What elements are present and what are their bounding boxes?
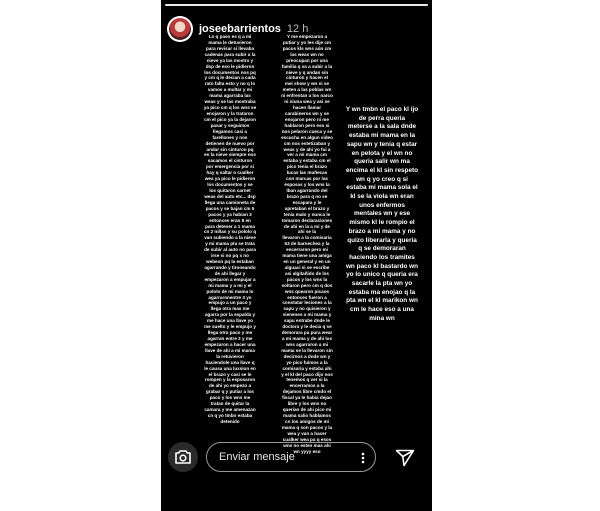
message-box[interactable] <box>206 442 376 472</box>
send-icon[interactable] <box>395 449 415 467</box>
story-text-column-1: Lo q paso es q a mi mama le detuvieron para revisar si llevaba cadenas para subir a la nieve ya las mostro y dsp de eso le pidieron los documentos nos pq y cm q le decian a cada rato falta esto y no q lo vamos a multar y mi mama agarraba las weas y se las mostraba ya pico cm q los wns se enojaron y la trataron cm el pico ya la dejaron pasar y seguimos llegamos casi a farellones y nos detienen de nuevo por andar sin cinturon pq en la nieve siempre nos sacamos el cinturon por emergencia por si hay q saltar o cualker wea ya pico le pidieron los documentos y se los quitaron carnet weas del auto etc... dsp llega una camioneta de pacos y se bajan cm 5 pacos y ya habian 3 entonces eran 8 en para detener a 1 mama cn 2 niñas y su pololo q van subiendo a la nieve y mi mama pta se trata de subir al auto no para irse si no pq x no webeon pq la estaban agarrando y tironeando de ahi llegar y empezaron a empujar a mi mama y a mi y el pololo de mi mama lo agarraronentre 3 yo empujo a un paco y llega otra mas me agarra por la espalda y me hace una llave yo me suelto y le empujo y llega otro paco y me agarran entre 2 y me empezaron a hacer una llave de ahi a mi mama la retuvieron haciendole una llave q le causa una luxsion en el brazo y casi se le rompen y la esposaron de ahi yo empezo a grabar q y putiar a los paco y los wns me tratan de quitar la camara y me amenazan cn q yo tmbn estaba detenido <box>203 34 257 424</box>
message-input[interactable] <box>219 449 339 465</box>
username[interactable]: joseebarrientos <box>199 23 281 35</box>
avatar[interactable] <box>167 16 193 42</box>
story-view[interactable] <box>161 0 432 511</box>
story-progress-bar <box>165 4 428 6</box>
camera-button[interactable] <box>168 442 198 472</box>
story-text-column-3: Y wn tmbn el paco kl ijo de perra queria meterse a la sala dnde estaba mi mama en la sapu wn y tenia q estar en pelota y el wn no queria salir wn ma encima el kl sin respeto wn q yo creo q si estaba mi mama sola el kl se la viola wn eran unos enfermos mentales wn y ese mismo kl le rompio el brazo a mi mama y no quizo liberarla y queria q se demoraran haciendo los tramites wn paco kl bastardo wn yo lo unico q queria era sacarle la pta wn yo estaba ma enojao q la pta wn el kl marikon wn cm le hace eso a una mina wn <box>345 106 419 322</box>
camera-icon <box>175 450 191 464</box>
story-footer <box>161 436 432 480</box>
post-time: 12 h <box>286 23 309 35</box>
story-text-column-2: Y me empezaron a putiar y yo les dije cm pacos kls wns aún cm las weas wn no preocupan por una familia q va a subir a la nieve y q andan sin cinturon y hacen el mei show y wn ni se meten a las poblas wn ni enfrentan a los narco ni niuna wea y asi se hacen llamar carabineros wn y se enojaron pero ni me hablaron pero eso si nos pelaron cueca y se escucha en algun video cm nos estetizaban y weas y de ahi yo fui a ver a mi mama cm estaba y estaba cm el pico tenia el brazo lucas las muñecas con marcas por las esposas y los wns la lban agarrando del brazo para q no se escapara y le apretaban el brazo y tenia malo y nunca le tomaron declaraciones de ahi en la a mi y de ahi se la llevaron a la comisaria 53 de barnechea y la encerraron pero mi mama tiene una amiga en un general y en un alguaci si se escribe asi algitañido de los pacos y los wns la soltaron pero cm q dos wns quearon picaos entonces fueron a constatar lesiones a la sapu y no quisieron y vienenes a mi mama y sapu entrabe dnde le doctora y le decia q se demorara pa pura wear a mi mama y de ahi los wns agarraron a mi mama se la llevaron sin decirnos a dnde wn y yo pico fuimos a la comisaria y estaba ahi y el kl del paco dijo nos tenemos q ver si la encerramos a la dejamos libre cmdo el fiscal ya le habia dejao libre y los wns no querian de ahi pico mi mama salio hablamos cn los amigos de mi mama q son pacos y la wea y van a hacer cualker wea pa q esos wns no esten mas ahi wn yyyy eso <box>281 34 333 454</box>
more-options-icon[interactable] <box>361 452 365 464</box>
